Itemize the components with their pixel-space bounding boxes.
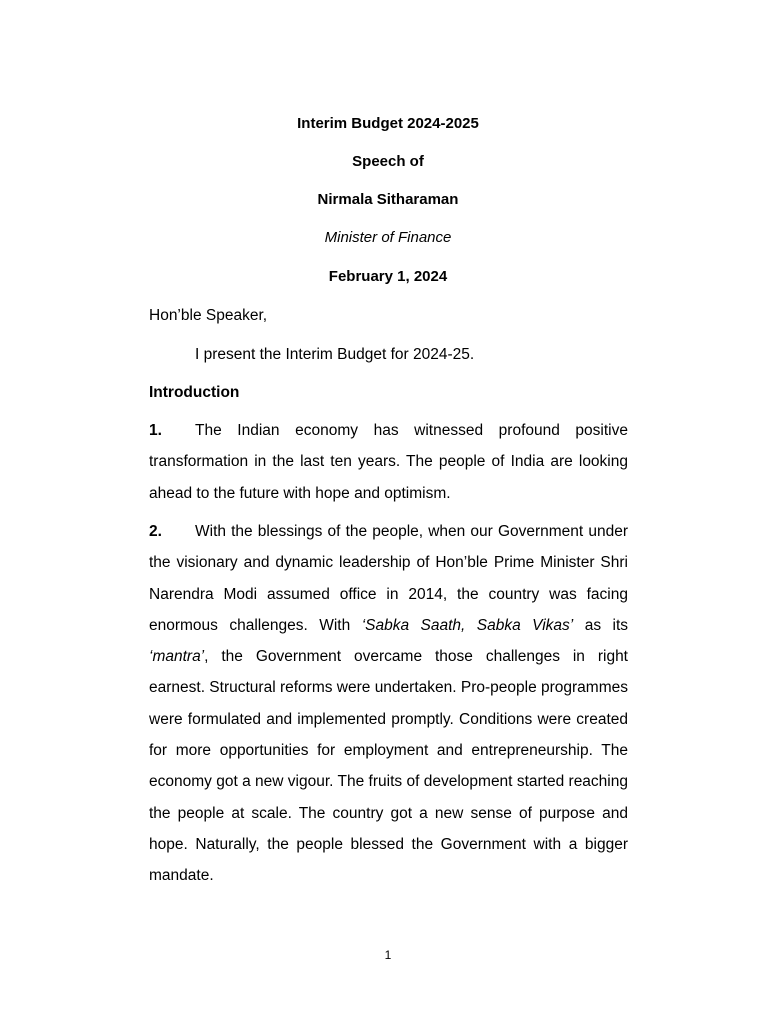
paragraph-1 bbox=[149, 415, 628, 509]
speaker-designation: Minister of Finance bbox=[324, 229, 452, 246]
speech-of-line: Speech of bbox=[352, 153, 424, 170]
paragraph-number: 1. bbox=[149, 422, 162, 439]
opening-line: I present the Interim Budget for 2024-25. bbox=[195, 346, 475, 363]
paragraph-2 bbox=[149, 516, 628, 892]
speech-date: February 1, 2024 bbox=[328, 268, 448, 285]
speaker-name: Nirmala Sitharaman bbox=[317, 191, 459, 208]
slogan-text: ‘Sabka Saath, Sabka Vikas’ bbox=[361, 616, 574, 634]
document-title: Interim Budget 2024-2025 bbox=[297, 115, 479, 132]
page-number: 1 bbox=[384, 948, 392, 962]
salutation: Hon’ble Speaker, bbox=[149, 307, 268, 324]
section-heading: Introduction bbox=[149, 384, 240, 401]
mantra-text: ‘mantra’ bbox=[149, 648, 205, 666]
paragraph-text: The Indian economy has witnessed profound positive transformation in the last ten years. The people of India are looking ahead to the future with hope and optimism. bbox=[149, 422, 628, 502]
paragraph-number: 2. bbox=[149, 523, 162, 540]
paragraph-text: With the blessings of the people, when our Government under the visionary and dynamic leadership of Hon’ble Prime Minister Shri Narendra Modi assumed office in 2014, the country was facing enormous challenges. With bbox=[149, 523, 628, 634]
paragraph-text: , the Government overcame those challenges in right earnest. Structural reforms were undertaken. Pro-people programmes were formulated and implemented promptly. Conditions were created for more opportunities for employment and entrepreneurship. The economy got a new vigour. The fruits of development started reaching the people at scale. The country got a new sense of purpose and hope. Naturally, the people blessed the Government with a bigger mandate. bbox=[149, 648, 628, 885]
paragraph-text: as its bbox=[573, 616, 629, 634]
